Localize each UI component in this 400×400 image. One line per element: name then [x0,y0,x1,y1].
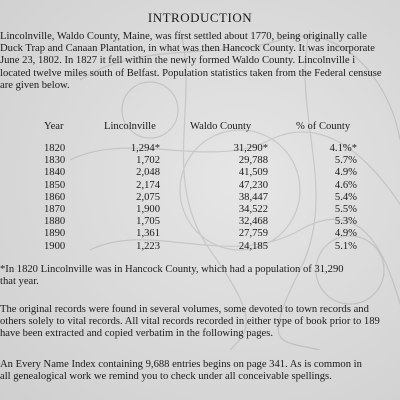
cell-percent: 4.6% [334,179,357,191]
cell-waldo-county: 32,468 [238,216,268,228]
cell-waldo-county: 38,447 [238,191,268,203]
footnote-line: that year. [0,276,39,288]
index-paragraph [0,359,400,383]
table-row [0,167,400,179]
cell-lincolnville: 1,702 [136,155,160,167]
cell-percent: 5.1% [334,240,357,252]
header-lincolnville: Lincolnville [104,121,156,132]
table-row [0,143,400,155]
intro-line: are given below. [0,79,70,91]
table-row [0,216,400,228]
footnote [0,264,400,288]
index-line: An Every Name Index containing 9,688 entries begins on page 341. As is common in [0,359,362,370]
cell-lincolnville: 1,294* [130,143,160,154]
cell-waldo-county: 34,522 [238,203,268,215]
header-year: Year [44,121,64,132]
cell-waldo-county: 41,509 [238,167,268,179]
cell-percent: 4.1%* [329,143,357,154]
cell-lincolnville: 1,361 [136,228,160,240]
cell-lincolnville: 2,048 [136,167,160,179]
cell-lincolnville: 1,705 [136,216,160,228]
cell-lincolnville: 1,900 [136,203,160,215]
cell-percent: 4.9% [334,167,357,179]
table-row [0,180,400,192]
table-header-row [0,121,400,143]
cell-percent: 5.5% [334,203,357,215]
cell-waldo-county: 47,230 [238,179,268,191]
intro-line: June 23, 1802. In 1827 it fell within the newly formed Waldo County. Lincolnville i [0,55,356,67]
cell-lincolnville: 1,223 [136,240,160,252]
cell-year: 1880 [44,216,66,228]
population-table [0,121,400,253]
header-waldo-county: Waldo County [190,121,252,132]
cell-percent: 4.9% [334,228,357,240]
intro-line: located twelve miles south of Belfast. Population statistics taken from the Federal censuse [0,67,382,79]
intro-line: Duck Trap and Canaan Plantation, in what was then Hancock County. It was incorporate [0,43,376,55]
cell-waldo-county: 24,185 [238,240,268,252]
records-line: have been extracted and copied verbatim in the following pages. [0,328,273,340]
cell-lincolnville: 2,075 [136,191,160,203]
table-row [0,228,400,240]
table-body [0,143,400,253]
cell-waldo-county: 27,759 [238,228,268,240]
intro-paragraph [0,31,400,92]
cell-lincolnville: 2,174 [136,179,160,191]
records-line: others solely to vital records. All vital records recorded in either type of book prior to 189 [0,316,380,328]
footnote-line: *In 1820 Lincolnville was in Hancock County, which had a population of 31,290 [0,264,344,275]
cell-waldo-county: 31,290* [233,143,268,154]
cell-year: 1840 [44,167,66,179]
cell-year: 1850 [44,179,66,191]
page-title: INTRODUCTION [147,10,253,25]
records-paragraph [0,304,400,341]
cell-year: 1820 [44,143,66,154]
table-row [0,155,400,167]
table-row [0,192,400,204]
cell-year: 1830 [44,155,66,167]
table-row [0,241,400,253]
table-row [0,204,400,216]
header-percent-of-county: % of County [296,121,351,132]
cell-year: 1860 [44,191,66,203]
records-line: The original records were found in several volumes, some devoted to town records and [0,304,369,315]
cell-year: 1900 [44,240,66,252]
cell-percent: 5.4% [334,191,357,203]
cell-year: 1870 [44,203,66,215]
cell-waldo-county: 29,788 [238,155,268,167]
cell-percent: 5.3% [334,216,357,228]
index-line: all genealogical work we remind you to check under all conceivable spellings. [0,371,332,383]
cell-percent: 5.7% [334,155,357,167]
cell-year: 1890 [44,228,66,240]
intro-line: Lincolnville, Waldo County, Maine, was first settled about 1770, being originally calle [0,31,367,42]
